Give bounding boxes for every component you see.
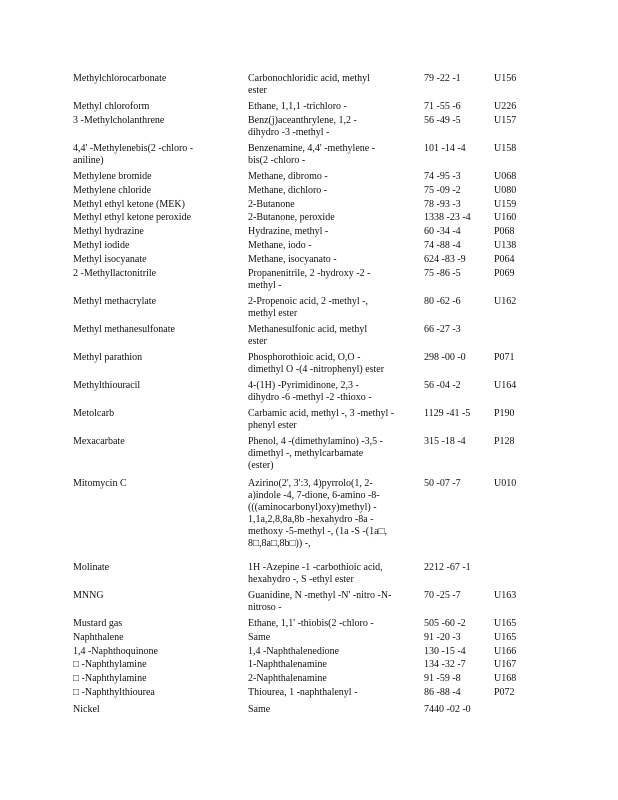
common-name-cell: Methylchlorocarbonate (73, 73, 167, 84)
chemical-name-cell: Carbonochloridic acid, methyl ester (248, 73, 370, 96)
waste-code-cell: U165 (494, 618, 517, 629)
common-name-cell: Methyl ethyl ketone peroxide (73, 212, 192, 223)
common-name-cell: Methyl hydrazine (73, 226, 144, 237)
cas-number-cell: 56 -04 -2 (424, 380, 461, 391)
common-name-cell: 4,4' -Methylenebis(2 -chloro - aniline) (73, 143, 194, 166)
chemical-name-cell: Azirino(2', 3':3, 4)pyrrolo(1, 2- a)indole -4, 7-dione, 6-amino -8- (((aminocarbonyl)oxy)methyl) - 1,1a,2,8,8a,8b -hexahydro -8a - methoxy -5-methyl -, (1a -S -(1a□, 8□,8a□,8b□)) -, (248, 478, 388, 549)
cas-number-cell: 101 -14 -4 (424, 143, 466, 154)
waste-code-cell: U080 (494, 185, 517, 196)
chemical-name-cell: Same (248, 632, 271, 643)
waste-code-cell: U160 (494, 212, 517, 223)
common-name-cell: □ -Naphthylamine (73, 659, 147, 670)
cas-number-cell: 71 -55 -6 (424, 101, 461, 112)
chemical-name-cell: Methane, iodo - (248, 240, 312, 251)
cas-number-cell: 80 -62 -6 (424, 296, 461, 307)
chemical-name-cell: 2-Butanone, peroxide (248, 212, 335, 223)
chemical-name-cell: Guanidine, N -methyl -N' -nitro -N- nitroso - (248, 590, 392, 613)
waste-code-cell: U010 (494, 478, 517, 489)
chemical-name-cell: Methane, dichloro - (248, 185, 328, 196)
cas-number-cell: 74 -95 -3 (424, 171, 461, 182)
cas-number-cell: 298 -00 -0 (424, 352, 466, 363)
waste-code-cell: P072 (494, 687, 515, 698)
common-name-cell: Methylene chloride (73, 185, 152, 196)
common-name-cell: 2 -Methyllactonitrile (73, 268, 157, 279)
waste-code-cell: U156 (494, 73, 517, 84)
common-name-cell: Methyl iodide (73, 240, 130, 251)
cas-number-cell: 78 -93 -3 (424, 199, 461, 210)
chemical-name-cell: Carbamic acid, methyl -, 3 -methyl - phenyl ester (248, 408, 395, 431)
waste-code-cell: P069 (494, 268, 515, 279)
waste-code-cell: U068 (494, 171, 517, 182)
chemical-name-cell: 4-(1H) -Pyrimidinone, 2,3 - dihydro -6 -methyl -2 -thioxo - (248, 380, 372, 403)
waste-code-cell: P190 (494, 408, 515, 419)
common-name-cell: Nickel (73, 704, 100, 715)
chemical-name-cell: Methane, isocyanato - (248, 254, 337, 265)
cas-number-cell: 75 -09 -2 (424, 185, 461, 196)
chemical-name-cell: 1,4 -Naphthalenedione (248, 646, 340, 657)
chemical-name-cell: 1H -Azepine -1 -carbothioic acid, hexahydro -, S -ethyl ester (248, 562, 383, 585)
waste-code-cell: U157 (494, 115, 517, 126)
chemical-name-cell: Benzenamine, 4,4' -methylene - bis(2 -chloro - (248, 143, 376, 166)
cas-number-cell: 86 -88 -4 (424, 687, 461, 698)
waste-code-cell: U159 (494, 199, 517, 210)
cas-number-cell: 134 -32 -7 (424, 659, 466, 670)
common-name-cell: 1,4 -Naphthoquinone (73, 646, 158, 657)
waste-code-cell: P064 (494, 254, 515, 265)
common-name-cell: Mitomycin C (73, 478, 127, 489)
common-name-cell: Methyl ethyl ketone (MEK) (73, 199, 185, 210)
cas-number-cell: 315 -18 -4 (424, 436, 466, 447)
cas-number-cell: 7440 -02 -0 (424, 704, 471, 715)
common-name-cell: Methylene bromide (73, 171, 152, 182)
waste-code-cell: U164 (494, 380, 517, 391)
waste-code-cell: U162 (494, 296, 517, 307)
chemical-name-cell: Thiourea, 1 -naphthalenyl - (248, 687, 358, 698)
common-name-cell: 3 -Methylcholanthrene (73, 115, 165, 126)
waste-code-cell: U168 (494, 673, 517, 684)
common-name-cell: Methylthiouracil (73, 380, 141, 391)
cas-number-cell: 60 -34 -4 (424, 226, 461, 237)
chemical-name-cell: Ethane, 1,1' -thiobis(2 -chloro - (248, 618, 374, 629)
cas-number-cell: 624 -83 -9 (424, 254, 466, 265)
waste-code-cell: P128 (494, 436, 515, 447)
common-name-cell: Mexacarbate (73, 436, 125, 447)
chemical-name-cell: Methane, dibromo - (248, 171, 328, 182)
cas-number-cell: 2212 -67 -1 (424, 562, 471, 573)
chemical-name-cell: Same (248, 704, 271, 715)
cas-number-cell: 505 -60 -2 (424, 618, 466, 629)
chemical-name-cell: 1-Naphthalenamine (248, 659, 327, 670)
common-name-cell: □ -Naphthylamine (73, 673, 147, 684)
common-name-cell: Methyl methanesulfonate (73, 324, 175, 335)
common-name-cell: Naphthalene (73, 632, 124, 643)
waste-code-cell: U158 (494, 143, 517, 154)
waste-code-cell: U163 (494, 590, 517, 601)
chemical-name-cell: Hydrazine, methyl - (248, 226, 329, 237)
chemical-name-cell: 2-Propenoic acid, 2 -methyl -, methyl ester (248, 296, 368, 319)
chemical-name-cell: 2-Butanone (248, 199, 295, 210)
cas-number-cell: 56 -49 -5 (424, 115, 461, 126)
cas-number-cell: 91 -20 -3 (424, 632, 461, 643)
chemical-name-cell: 2-Naphthalenamine (248, 673, 327, 684)
cas-number-cell: 1338 -23 -4 (424, 212, 471, 223)
common-name-cell: Methyl isocyanate (73, 254, 147, 265)
common-name-cell: Molinate (73, 562, 110, 573)
cas-number-cell: 75 -86 -5 (424, 268, 461, 279)
waste-code-cell: U226 (494, 101, 517, 112)
chemical-name-cell: Ethane, 1,1,1 -trichloro - (248, 101, 347, 112)
waste-code-cell: U138 (494, 240, 517, 251)
common-name-cell: MNNG (73, 590, 104, 601)
cas-number-cell: 79 -22 -1 (424, 73, 461, 84)
common-name-cell: Methyl chloroform (73, 101, 150, 112)
waste-code-cell: U166 (494, 646, 517, 657)
chemical-name-cell: Methanesulfonic acid, methyl ester (248, 324, 368, 347)
chemical-name-cell: Propanenitrile, 2 -hydroxy -2 - methyl - (248, 268, 371, 291)
chemical-name-cell: Benz(j)aceanthrylene, 1,2 - dihydro -3 -methyl - (248, 115, 357, 138)
common-name-cell: Methyl parathion (73, 352, 143, 363)
common-name-cell: Methyl methacrylate (73, 296, 157, 307)
waste-code-cell: U167 (494, 659, 517, 670)
waste-code-cell: U165 (494, 632, 517, 643)
waste-code-cell: P071 (494, 352, 515, 363)
cas-number-cell: 70 -25 -7 (424, 590, 461, 601)
chemical-name-cell: Phosphorothioic acid, O,O - dimethyl O -(4 -nitrophenyl) ester (248, 352, 385, 375)
cas-number-cell: 50 -07 -7 (424, 478, 461, 489)
cas-number-cell: 66 -27 -3 (424, 324, 461, 335)
cas-number-cell: 91 -59 -8 (424, 673, 461, 684)
common-name-cell: Metolcarb (73, 408, 115, 419)
common-name-cell: □ -Naphthylthiourea (73, 687, 155, 698)
waste-code-cell: P068 (494, 226, 515, 237)
common-name-cell: Mustard gas (73, 618, 123, 629)
cas-number-cell: 74 -88 -4 (424, 240, 461, 251)
chemical-name-cell: Phenol, 4 -(dimethylamino) -3,5 - dimethyl -, methylcarbamate (ester) (248, 436, 383, 471)
cas-number-cell: 1129 -41 -5 (424, 408, 471, 419)
cas-number-cell: 130 -15 -4 (424, 646, 466, 657)
